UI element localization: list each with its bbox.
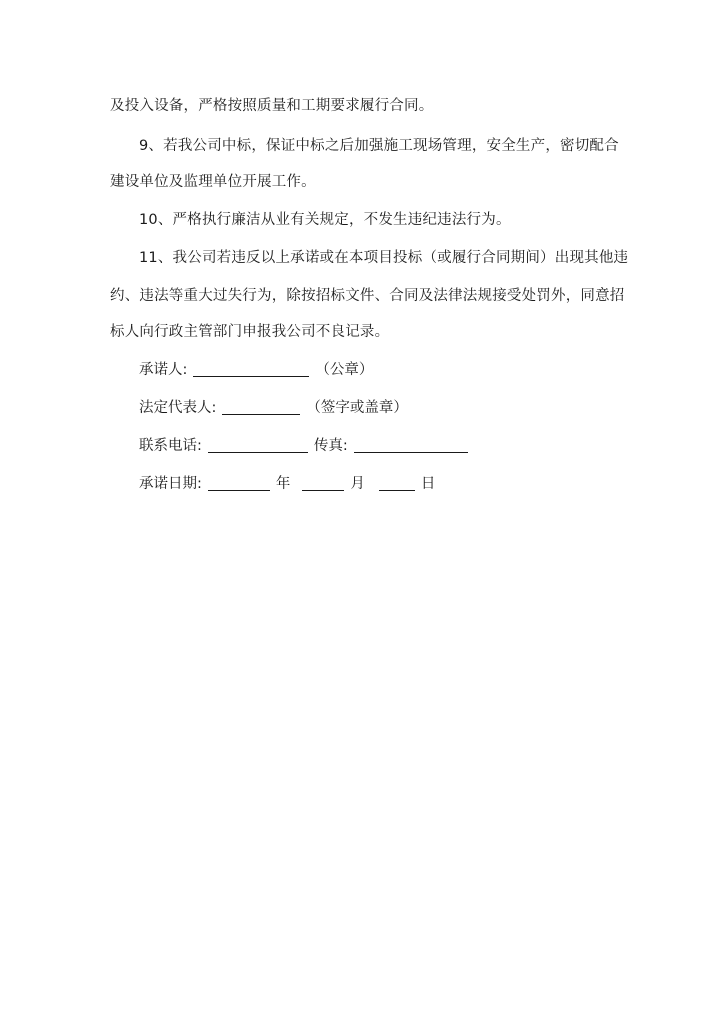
fax-blank[interactable] bbox=[354, 437, 468, 453]
day-blank[interactable] bbox=[379, 475, 415, 491]
year-blank[interactable] bbox=[208, 475, 270, 491]
phone-label: 联系电话: bbox=[139, 438, 202, 454]
legal-rep-label: 法定代表人: bbox=[139, 400, 217, 416]
item-9-line-2: 建设单位及监理单位开展工作。 bbox=[110, 174, 316, 190]
promisor-row bbox=[139, 360, 373, 380]
legal-rep-note: （签字或盖章） bbox=[306, 400, 408, 416]
item-9-line-1: 9、若我公司中标，保证中标之后加强施工现场管理，安全生产，密切配合 bbox=[139, 138, 619, 154]
day-label: 日 bbox=[420, 476, 436, 492]
date-row bbox=[139, 474, 435, 494]
month-blank[interactable] bbox=[302, 475, 344, 491]
item-10-line-1: 10、严格执行廉洁从业有关规定，不发生违纪违法行为。 bbox=[139, 212, 511, 228]
item-11-line-1: 11、我公司若违反以上承诺或在本项目投标（或履行合同期间）出现其他违 bbox=[139, 250, 629, 266]
date-label: 承诺日期: bbox=[139, 476, 202, 492]
phone-blank[interactable] bbox=[208, 437, 308, 453]
legal-rep-row bbox=[139, 398, 408, 418]
promisor-label: 承诺人: bbox=[139, 362, 188, 378]
legal-rep-blank[interactable] bbox=[222, 399, 300, 415]
item-11-line-2: 约、违法等重大过失行为，除按招标文件、合同及法律法规接受处罚外，同意招 bbox=[110, 288, 625, 304]
month-label: 月 bbox=[350, 476, 365, 492]
promisor-blank[interactable] bbox=[193, 361, 309, 377]
fax-label: 传真: bbox=[313, 438, 348, 454]
item-11-line-3: 标人向行政主管部门申报我公司不良记录。 bbox=[110, 324, 390, 340]
paragraph-continuation: 及投入设备，严格按照质量和工期要求履行合同。 bbox=[110, 98, 434, 114]
promisor-note: （公章） bbox=[315, 362, 374, 378]
year-label: 年 bbox=[275, 476, 291, 492]
contact-row bbox=[139, 436, 474, 456]
